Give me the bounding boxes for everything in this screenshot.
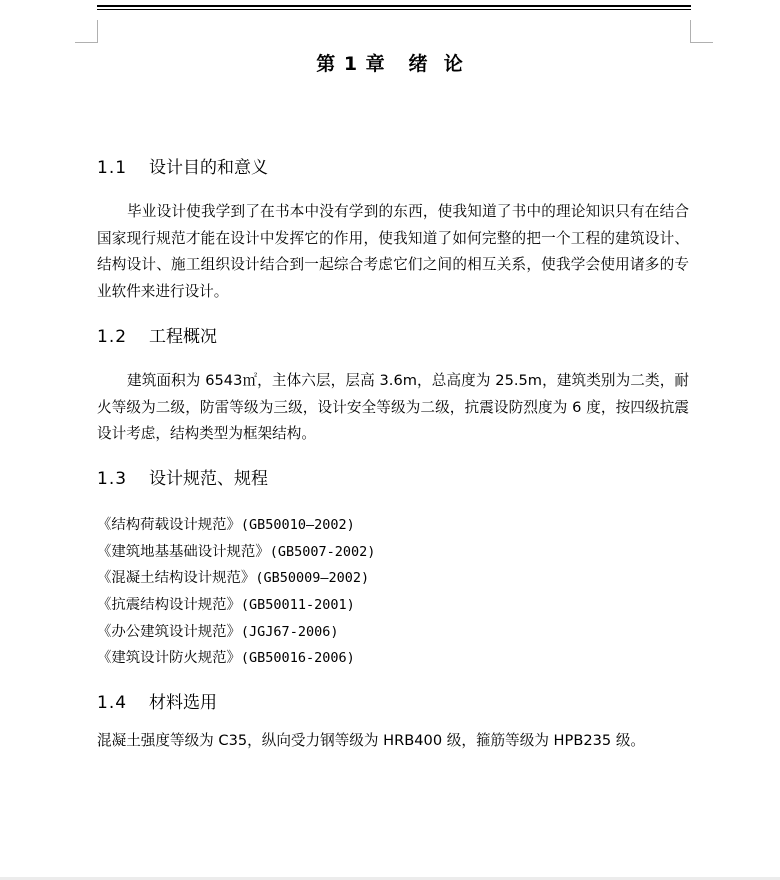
section-number: 1.2 — [97, 327, 128, 347]
margin-corner-mark-left — [75, 20, 98, 43]
section-number: 1.4 — [97, 693, 128, 713]
section-body-1-1: 毕业设计使我学到了在书本中没有学到的东西，使我知道了书中的理论知识只有在结合国家现行规范才能在设计中发挥它的作用，使我知道了如何完整的把一个工程的建筑设计、结构设计、施工组织设计结合到一起综合考虑它们之间的相互关系，使我学会使用诸多的专业软件来进行设计。 — [97, 203, 689, 300]
chapter-title: 第 1 章 绪 论 — [316, 53, 464, 75]
list-item — [97, 592, 375, 619]
section-heading-1-3 — [97, 464, 268, 489]
section-heading-1-1 — [97, 153, 268, 178]
list-item — [97, 539, 375, 566]
reference-code: (GB50009—2002) — [255, 570, 370, 587]
reference-code: (GB50016-2006) — [240, 650, 355, 667]
section-number: 1.1 — [97, 158, 128, 178]
list-item — [97, 512, 375, 539]
header-rule-thin — [97, 9, 691, 10]
reference-code: (GB50011-2001) — [240, 597, 355, 614]
section-title: 设计目的和意义 — [149, 158, 269, 178]
reference-name: 《抗震结构设计规范》 — [97, 597, 241, 614]
reference-list — [97, 512, 375, 672]
section-body-1-4: 混凝土强度等级为 C35，纵向受力钢等级为 HRB400 级，箍筋等级为 HPB235 级。 — [97, 732, 646, 749]
section-title: 工程概况 — [149, 327, 218, 347]
section-title: 材料选用 — [149, 693, 218, 713]
reference-name: 《结构荷载设计规范》 — [97, 517, 241, 533]
reference-name: 《办公建筑设计规范》 — [97, 623, 241, 640]
reference-code: (GB5007-2002) — [269, 543, 376, 560]
section-number: 1.3 — [97, 469, 128, 489]
section-title: 设计规范、规程 — [149, 469, 269, 489]
list-item — [97, 565, 375, 592]
reference-name: 《建筑地基基础设计规范》 — [97, 543, 270, 560]
reference-code: (JGJ67-2006) — [240, 623, 339, 640]
reference-code: (GB50010—2002) — [240, 517, 355, 533]
margin-corner-mark-right — [690, 20, 713, 43]
reference-name: 《建筑设计防火规范》 — [97, 650, 241, 667]
reference-name: 《混凝土结构设计规范》 — [97, 570, 256, 587]
section-heading-1-4 — [97, 688, 217, 713]
list-item — [97, 645, 375, 672]
header-rule — [97, 5, 691, 7]
section-body-1-2: 建筑面积为 6543㎡，主体六层，层高 3.6m，总高度为 25.5m，建筑类别为二类，耐火等级为二级，防雷等级为三级，设计安全等级为二级，抗震设防烈度为 6 度，按四级抗震设计考虑，结构类型为框架结构。 — [97, 372, 689, 442]
list-item — [97, 619, 375, 646]
section-heading-1-2 — [97, 322, 217, 347]
